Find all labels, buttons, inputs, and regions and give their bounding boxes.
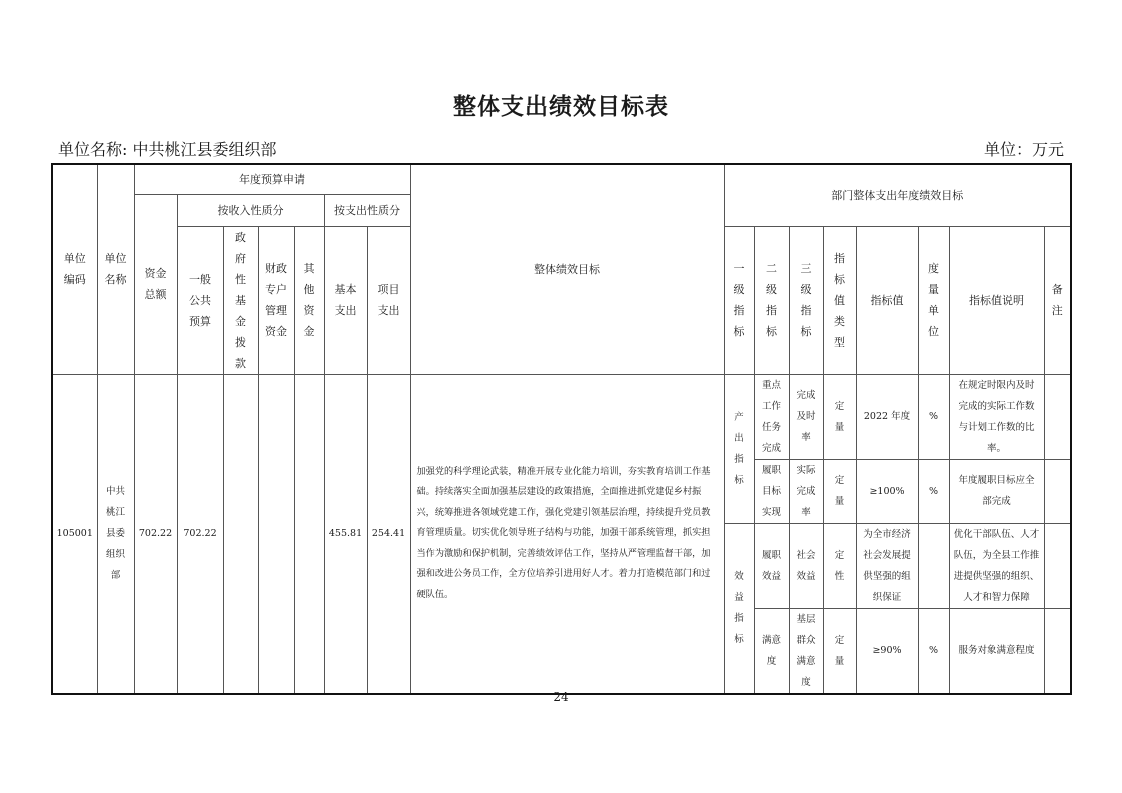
cell-indicator-desc: 优化干部队伍、人才 队伍，为全县工作推 进提供坚强的组织、 人才和智力保障 [949, 523, 1044, 608]
cell-fiscal-special [258, 374, 294, 694]
cell-value-type: 定 性 [823, 523, 856, 608]
header-total-funds: 资金 总额 [134, 194, 177, 374]
header-measure-unit: 度 量 单 位 [918, 226, 949, 374]
header-indicator-desc: 指标值说明 [949, 226, 1044, 374]
cell-level3: 实际 完成 率 [789, 459, 823, 523]
currency-unit-label: 单位：万元 [983, 140, 1064, 159]
header-dept-targets: 部门整体支出年度绩效目标 [724, 164, 1071, 226]
cell-level2: 履职 目标 实现 [754, 459, 789, 523]
header-fiscal-special: 财政 专户 管理 资金 [258, 226, 294, 374]
header-overall-goal: 整体绩效目标 [410, 164, 724, 374]
header-other-funds: 其 他 资 金 [294, 226, 324, 374]
header-by-income: 按收入性质分 [177, 194, 324, 226]
header-unit-name: 单位 名称 [97, 164, 134, 374]
cell-level2: 履职 效益 [754, 523, 789, 608]
cell-general-public: 702.22 [177, 374, 223, 694]
header-remarks: 备 注 [1044, 226, 1071, 374]
cell-remarks [1044, 459, 1071, 523]
cell-level2: 满意 度 [754, 608, 789, 694]
cell-level1-benefit: 效 益 指 标 [724, 523, 754, 694]
cell-unit-code: 105001 [52, 374, 97, 694]
performance-table [51, 163, 1072, 695]
header-level1: 一 级 指 标 [724, 226, 754, 374]
cell-total-funds: 702.22 [134, 374, 177, 694]
cell-indicator-value: 2022 年度 [856, 374, 918, 459]
header-unit-code: 单位 编码 [52, 164, 97, 374]
page-number: 24 [553, 690, 569, 704]
cell-other-funds [294, 374, 324, 694]
cell-indicator-value: 为全市经济 社会发展提 供坚强的组 织保证 [856, 523, 918, 608]
cell-measure-unit: % [918, 608, 949, 694]
header-project-expense: 项目 支出 [367, 226, 410, 374]
cell-remarks [1044, 608, 1071, 694]
header-level2: 二 级 指 标 [754, 226, 789, 374]
cell-level2: 重点 工作 任务 完成 [754, 374, 789, 459]
page-title: 整体支出绩效目标表 [453, 94, 669, 120]
cell-level3: 社会 效益 [789, 523, 823, 608]
header-gov-fund: 政 府 性 基 金 拨 款 [223, 226, 258, 374]
cell-gov-fund [223, 374, 258, 694]
cell-basic-expense: 455.81 [324, 374, 367, 694]
cell-indicator-desc: 在规定时限内及时 完成的实际工作数 与计划工作数的比 率。 [949, 374, 1044, 459]
header-indicator-value: 指标值 [856, 226, 918, 374]
cell-unit-name: 中共 桃江 县委 组织 部 [97, 374, 134, 694]
header-level3: 三 级 指 标 [789, 226, 823, 374]
cell-project-expense: 254.41 [367, 374, 410, 694]
header-general-public: 一般 公共 预算 [177, 226, 223, 374]
cell-measure-unit [918, 523, 949, 608]
header-annual-budget: 年度预算申请 [134, 164, 410, 194]
header-basic-expense: 基本 支出 [324, 226, 367, 374]
cell-indicator-desc: 年度履职目标应全 部完成 [949, 459, 1044, 523]
cell-value-type: 定 量 [823, 459, 856, 523]
cell-measure-unit: % [918, 374, 949, 459]
cell-remarks [1044, 523, 1071, 608]
cell-measure-unit: % [918, 459, 949, 523]
cell-value-type: 定 量 [823, 374, 856, 459]
cell-remarks [1044, 374, 1071, 459]
cell-indicator-value: ≥100% [856, 459, 918, 523]
cell-level3: 基层 群众 满意 度 [789, 608, 823, 694]
cell-value-type: 定 量 [823, 608, 856, 694]
cell-indicator-desc: 服务对象满意程度 [949, 608, 1044, 694]
header-by-expense: 按支出性质分 [324, 194, 410, 226]
cell-indicator-value: ≥90% [856, 608, 918, 694]
cell-overall-goal: 加强党的科学理论武装，精准开展专业化能力培训，夯实教育培训工作基础。持续落实全面加强基层建设的政策措施，全面推进抓党建促乡村振兴，统筹推进各领域党建工作，强化党建引领基层治理，持续提升党员教育管理质量。切实优化领导班子结构与功能，加强干部系统管理，抓实担当作为激励和保护机制，完善绩效评估工作，坚持从严管理监督干部，加强和改进公务员工作，全方位培养引进用好人才。着力打造模范部门和过硬队伍。 [410, 374, 724, 694]
header-value-type: 指 标 值 类 型 [823, 226, 856, 374]
unit-name-label: 单位名称: 中共桃江县委组织部 [58, 140, 277, 159]
cell-level3: 完成 及时 率 [789, 374, 823, 459]
cell-level1-output: 产 出 指 标 [724, 374, 754, 523]
